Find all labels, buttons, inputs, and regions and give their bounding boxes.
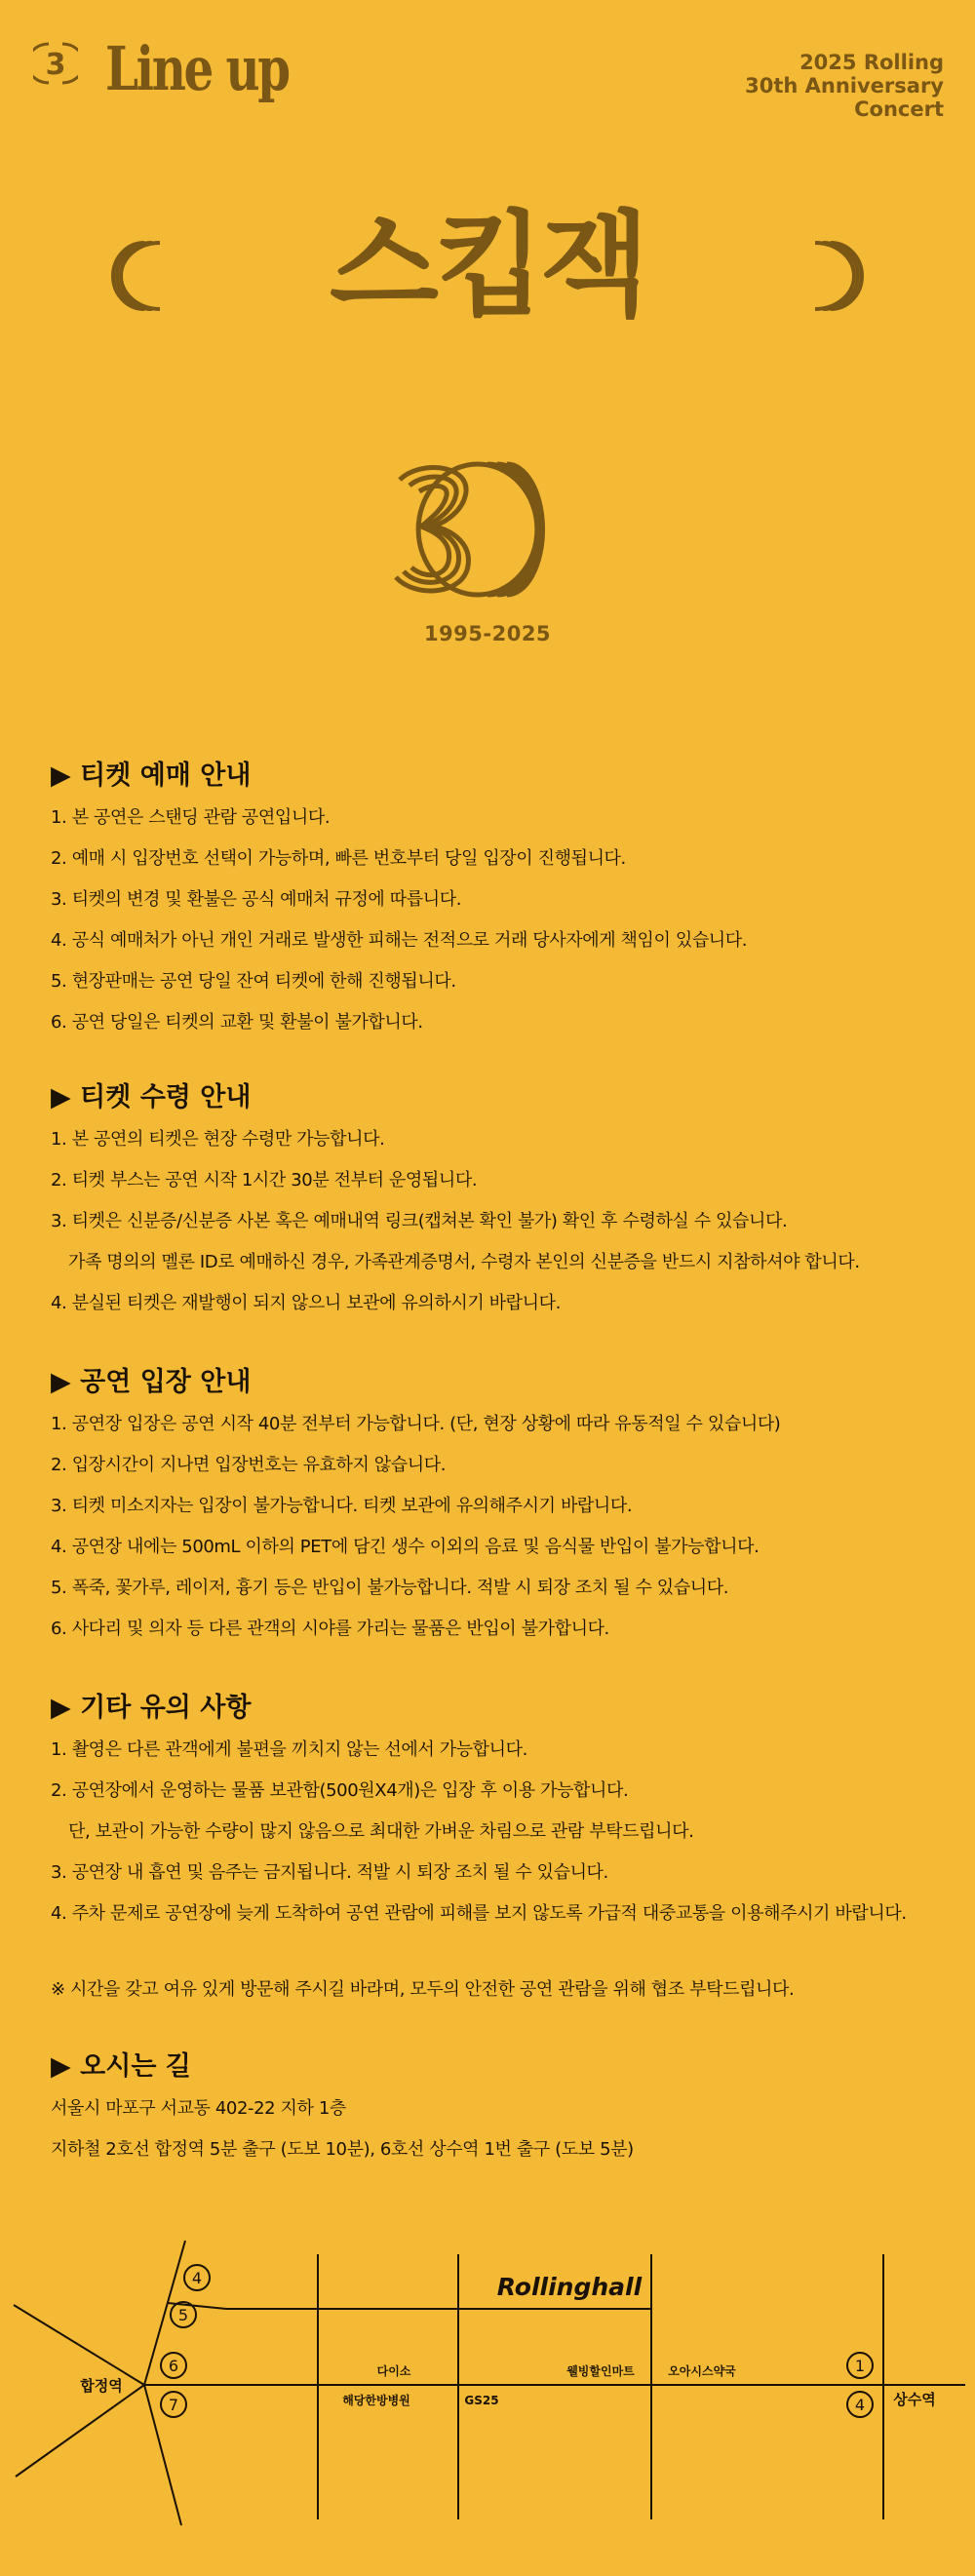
artist-name: 스킵잭 <box>329 200 646 332</box>
svg-text:1: 1 <box>854 2357 866 2375</box>
list-item: 3. 티켓의 변경 및 환불은 공식 예매처 규정에 따릅니다. <box>51 889 462 910</box>
number-badge-icon <box>33 41 78 86</box>
anniversary-years: 1995-2025 <box>423 622 552 645</box>
landmark-label: 다이소 <box>376 2364 411 2378</box>
concert-title <box>690 51 944 121</box>
landmark-label: 해당한방병원 <box>342 2394 410 2407</box>
list-item: 2. 예매 시 입장번호 선택이 가능하며, 빠른 번호부터 당일 입장이 진행됩니다. <box>51 848 626 869</box>
svg-text:4: 4 <box>854 2396 866 2414</box>
exit-marker <box>847 2353 873 2378</box>
list-item: 1. 본 공연은 스탠딩 관람 공연입니다. <box>51 807 331 828</box>
exit-marker <box>184 2265 210 2290</box>
list-item: 3. 티켓 미소지자는 입장이 불가능합니다. 티켓 보관에 유의해주시기 바랍니다. <box>51 1496 633 1516</box>
notice <box>51 1970 948 2010</box>
exit-marker <box>161 2392 186 2417</box>
list-item: 4. 주차 문제로 공연장에 늦게 도착하여 공연 관람에 피해를 보지 않도록 가급적 대중교통을 이용해주시기 바랍니다. <box>51 1903 907 1924</box>
list-item: 단, 보관이 가능한 수량이 많지 않음으로 최대한 가벼운 차림으로 관람 부탁드립니다. <box>68 1821 694 1842</box>
section-title-ticket-pickup: ▶ 티켓 수령 안내 <box>51 1082 252 1112</box>
svg-text:7: 7 <box>168 2396 179 2414</box>
svg-text:4: 4 <box>191 2269 203 2287</box>
address-text: 서울시 마포구 서교동 402-22 지하 1층 <box>51 2098 346 2119</box>
header-number: 3 <box>45 48 66 82</box>
concert-title-line: 2025 Rolling <box>800 51 944 74</box>
subway-directions: 지하철 2호선 합정역 5분 출구 (도보 10분), 6호선 상수역 1번 출구 (도보 5분) <box>51 2139 634 2160</box>
section-list-other-notes <box>51 1730 948 1934</box>
section-list-directions <box>51 2088 948 2170</box>
concert-title-line: Concert <box>854 98 944 121</box>
concert-title-line: 30th Anniversary <box>745 74 944 98</box>
list-item: 4. 공식 예매처가 아닌 개인 거래로 발생한 피해는 전적으로 거래 당사자에게 책임이 있습니다. <box>51 930 748 951</box>
section-title-entry: ▶ 공연 입장 안내 <box>51 1367 252 1397</box>
list-item: 5. 폭죽, 꽃가루, 레이저, 흉기 등은 반입이 불가능합니다. 적발 시 퇴장 조치 될 수 있습니다. <box>51 1578 729 1598</box>
list-item: 6. 공연 당일은 티켓의 교환 및 환불이 불가합니다. <box>51 1012 423 1033</box>
section-title-ticket-booking: ▶ 티켓 예매 안내 <box>51 761 252 791</box>
page-title: Line up <box>105 33 289 104</box>
list-item: 1. 촬영은 다른 관객에게 불편을 끼치지 않는 선에서 가능합니다. <box>51 1739 527 1760</box>
list-item: 4. 공연장 내에는 500mL 이하의 PET에 담긴 생수 이외의 음료 및 음식물 반입이 불가능합니다. <box>51 1537 760 1557</box>
list-item: 1. 공연장 입장은 공연 시작 40분 전부터 가능합니다. (단, 현장 상황에 따라 유동적일 수 있습니다) <box>51 1414 781 1434</box>
svg-text:5: 5 <box>177 2306 189 2324</box>
section-list-ticket-pickup <box>51 1119 948 1324</box>
section-title-directions: ▶ 오시는 길 <box>51 2051 191 2082</box>
list-item: 1. 본 공연의 티켓은 현장 수령만 가능합니다. <box>51 1129 385 1150</box>
venue-label: Rollinghall <box>496 2273 643 2301</box>
list-item: 2. 티켓 부스는 공연 시작 1시간 30분 전부터 운영됩니다. <box>51 1170 478 1190</box>
exit-marker <box>161 2353 186 2378</box>
station-label-sangsu: 상수역 <box>893 2391 936 2408</box>
section-list-ticket-booking <box>51 798 948 1043</box>
list-item: 4. 분실된 티켓은 재발행이 되지 않으니 보관에 유의하시기 바랍니다. <box>51 1293 561 1313</box>
list-item: 2. 공연장에서 운영하는 물품 보관함(500원X4개)은 입장 후 이용 가능합니다. <box>51 1780 629 1801</box>
exit-marker <box>171 2302 196 2327</box>
list-item: 3. 티켓은 신분증/신분증 사본 혹은 예매내역 링크(캡쳐본 확인 불가) 확인 후 수령하실 수 있습니다. <box>51 1211 788 1231</box>
landmark-label: 웰빙할인마트 <box>566 2364 635 2378</box>
anniversary-30-logo <box>390 456 575 603</box>
map-road <box>14 2305 144 2385</box>
section-list-entry <box>51 1404 948 1650</box>
landmark-label: GS25 <box>464 2394 499 2407</box>
section-title-other-notes: ▶ 기타 유의 사항 <box>51 1693 252 1723</box>
list-item: 5. 현장판매는 공연 당일 잔여 티켓에 한해 진행됩니다. <box>51 971 456 992</box>
list-item: 3. 공연장 내 흡연 및 음주는 금지됩니다. 적발 시 퇴장 조치 될 수 있습니다. <box>51 1862 608 1883</box>
map-road <box>16 2385 144 2477</box>
directions-map <box>0 2233 975 2576</box>
list-item: 가족 명의의 멜론 ID로 예매하신 경우, 가족관계증명서, 수령자 본인의 신분증을 반드시 지참하셔야 합니다. <box>68 1252 860 1272</box>
notice-text: ※ 시간을 갖고 여유 있게 방문해 주시길 바라며, 모두의 안전한 공연 관람을 위해 협조 부탁드립니다. <box>51 1979 795 2000</box>
list-item: 6. 사다리 및 의자 등 다른 관객의 시야를 가리는 물품은 반입이 불가합니다. <box>51 1619 609 1639</box>
exit-marker <box>847 2392 873 2417</box>
station-label-hapjeong: 합정역 <box>80 2377 123 2395</box>
svg-text:6: 6 <box>168 2357 179 2375</box>
landmark-label: 오아시스약국 <box>668 2364 736 2378</box>
bracket-right-icon <box>805 237 874 315</box>
list-item: 2. 입장시간이 지나면 입장번호는 유효하지 않습니다. <box>51 1455 447 1475</box>
